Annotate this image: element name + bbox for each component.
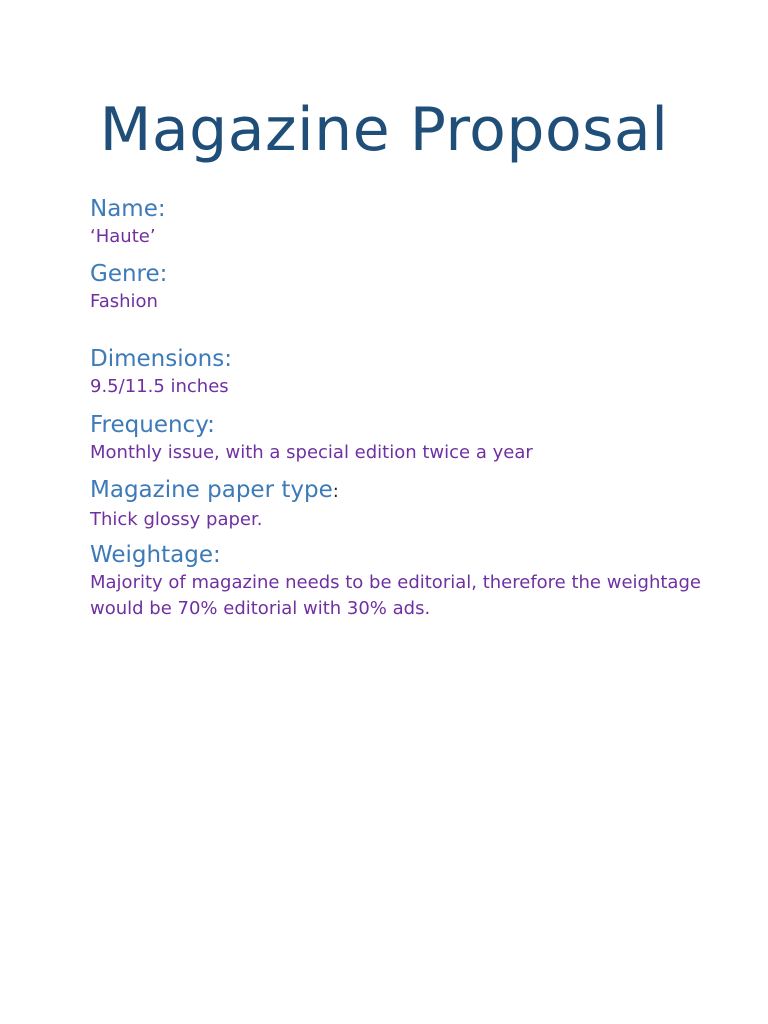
field-paper-type-label: Magazine paper type: [90, 477, 333, 503]
field-dimensions-label: Dimensions:: [90, 346, 232, 372]
field-name-value: ‘Haute’: [90, 226, 156, 247]
field-paper-type: [90, 475, 710, 533]
field-weightage: [90, 540, 710, 622]
field-genre-label: Genre:: [90, 261, 168, 287]
field-frequency-value: Monthly issue, with a special edition twice a year: [90, 442, 533, 463]
field-frequency-label: Frequency:: [90, 412, 215, 438]
field-dimensions: [90, 344, 710, 400]
page-title: Magazine Proposal: [99, 95, 669, 165]
field-weightage-label: Weightage:: [90, 542, 221, 568]
field-genre-value: Fashion: [90, 291, 158, 312]
field-frequency: [90, 410, 710, 466]
field-paper-type-heading: [90, 475, 710, 507]
field-paper-type-value: Thick glossy paper.: [90, 509, 263, 530]
field-weightage-value: Majority of magazine needs to be editorial, therefore the weightage would be 70% editorial with 30% ads.: [90, 572, 701, 619]
field-name-label: Name:: [90, 196, 166, 222]
field-name: [90, 194, 710, 250]
field-dimensions-value: 9.5/11.5 inches: [90, 376, 229, 397]
field-genre: [90, 259, 710, 315]
field-paper-type-colon: :: [332, 481, 339, 502]
